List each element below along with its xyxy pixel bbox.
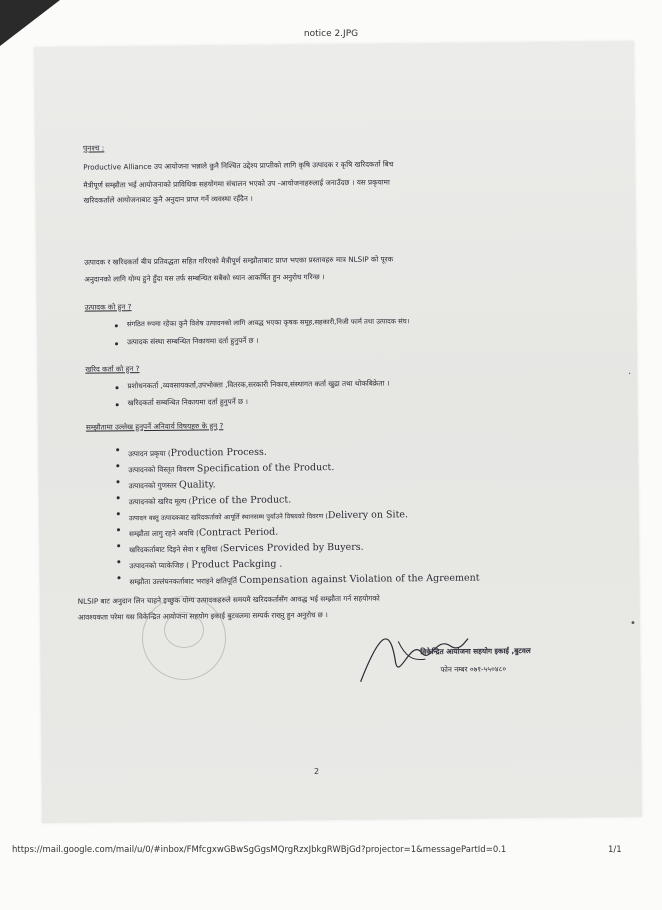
bullet xyxy=(117,528,120,531)
postscript-heading: पुनश्च : xyxy=(82,143,105,153)
page-corner xyxy=(0,0,60,46)
document-title: notice 2.JPG xyxy=(303,29,359,39)
bullet xyxy=(116,480,119,483)
bullet xyxy=(117,496,120,499)
agreement-item-6: सम्झौता लागु रहने अवधि (Contract Period. xyxy=(129,526,279,539)
buyer-heading: खरिद कर्ता को हुन ? xyxy=(85,364,140,374)
intro-line-3: खरिदकर्ताले आयोजनाबाट कुनै अनुदान प्राप्त गर्ने व्यवस्था रहँदैन । xyxy=(83,193,253,205)
bullet xyxy=(115,324,118,327)
agreement-item-3: उत्पादनको गुणस्तर Quality. xyxy=(128,479,216,491)
seal-emblem xyxy=(164,612,204,648)
bullet xyxy=(117,544,120,547)
signature-scribble xyxy=(350,621,471,692)
para2-line-1: उत्पादक र खरिदकर्ता बीच प्रतिवद्धता सहित गरिएको मैत्रीपूर्ण सम्झौताबाट प्राप्त भएका प्रस्तावहरु मात्र NLSIP को पूरक xyxy=(84,254,394,267)
bullet xyxy=(117,512,120,515)
producer-item-1: संगठित रुपमा रहेका कुनै विशेष उत्पादनको लागि आवद्ध भएका कृषक समूह,सहकारी,निजी फार्म तथा उत्पादक संघ। xyxy=(126,317,410,329)
bullet xyxy=(117,576,120,579)
bullet xyxy=(116,386,119,389)
agreement-item-2: उत्पादनको विस्तृत विवरण Specification of the Product. xyxy=(128,462,335,475)
bullet xyxy=(117,560,120,563)
print-footer-url: https://mail.google.com/mail/u/0/#inbox/FMfcgxwGBwSgGgsMQrgRzxJbkgRWBjGd?projector=1&messagePartId=0.1 xyxy=(12,845,507,855)
buyer-item-1: प्रशोधनकर्ता ,व्यवसायकर्ता,उपभोक्ता ,वितरक,सरकारी निकाय,संस्थागत कर्ता खुद्रा तथा थोकबिक्रेता । xyxy=(127,378,390,391)
scanned-notice xyxy=(34,41,642,823)
producer-item-2: उत्पादक संस्था सम्बन्धित निकायमा दर्ता हुनुपर्ने छ । xyxy=(126,335,259,347)
agreement-item-1: उत्पादन प्रकृया (Production Process. xyxy=(128,446,267,459)
agreement-item-4: उत्पादनको खरिद मूल्य (Price of the Product. xyxy=(128,494,292,507)
producer-heading: उत्पादक को हुन ? xyxy=(84,302,132,312)
agreement-item-8: उत्पादनको प्याकेजिङ ( Product Packging . xyxy=(129,558,283,571)
signature-phone: फोन नम्बर ०७१-५५०४८० xyxy=(440,664,507,674)
buyer-item-2: खरिदकर्ता सम्बन्धित निकायमा दर्ता हुनुपर्ने छ । xyxy=(127,396,249,408)
print-footer-page: 1/1 xyxy=(608,845,622,855)
bullet xyxy=(116,448,119,451)
closing-line-1: NLSIP बाट अनुदान लिन चाहने इच्छुक योग्य उत्पादकहरुले समयमै खरिदकर्तासँग आवद्ध भई सम्झौता गर्न सहयोगको xyxy=(77,593,380,606)
bullet xyxy=(116,464,119,467)
agreement-item-9: सम्झौता उल्लंघनकर्ताबाट भराइने क्षतिपूर्ति Compensation against Violation of the Agreement xyxy=(129,572,480,587)
closing-line-2: आवश्यकता परेमा यस विकेन्द्रित आयोजना सहयोग इकाई बुटवलमा सम्पर्क राख्नु हुन अनुरोध छ । xyxy=(77,610,328,622)
agreement-item-5: उत्पादन वस्तु उत्पादकबाट खरिदकर्ताको आपूर्ति स्थानसम्म पुर्याउने विषयको विवरण (Delivery on Site. xyxy=(128,509,409,523)
document-page-number: 2 xyxy=(314,767,320,776)
scan-speck: • xyxy=(630,618,636,629)
scan-speck: . xyxy=(628,366,632,377)
agreement-heading: सम्झौतामा उल्लेख हुनुपर्ने अनिवार्य विषयहरु के हुन् ? xyxy=(85,421,224,432)
agreement-item-7: खरिदकर्ताबाट दिइने सेवा र सुविधा (Services Provided by Buyers. xyxy=(129,541,364,555)
bullet xyxy=(116,403,119,406)
intro-line-1: Productive Alliance उप आयोजना भन्नाले कुनै निश्चित उद्देश्य प्राप्तीको लागि कृषि उत्पादक र कृषि खरिदकर्ता बिच xyxy=(83,159,394,172)
signature-office: विकेन्द्रित आयोजना सहयोग इकाई ,बुटवल xyxy=(420,645,531,657)
para2-line-2: अनुदानको लागि योग्य हुने हुँदा यस तर्फ सम्बन्धित सबैको ध्यान आकर्षित हुन अनुरोध गरिन्छ । xyxy=(84,272,325,284)
bullet xyxy=(115,342,118,345)
intro-line-2: मैत्रीपूर्ण सम्झौता भई आयोजनाको प्राविधिक सहयोगमा संचालन भएको उप -आयोजनाहरुलाई जनाउँदछ । यस प्रकृयामा xyxy=(83,177,390,190)
